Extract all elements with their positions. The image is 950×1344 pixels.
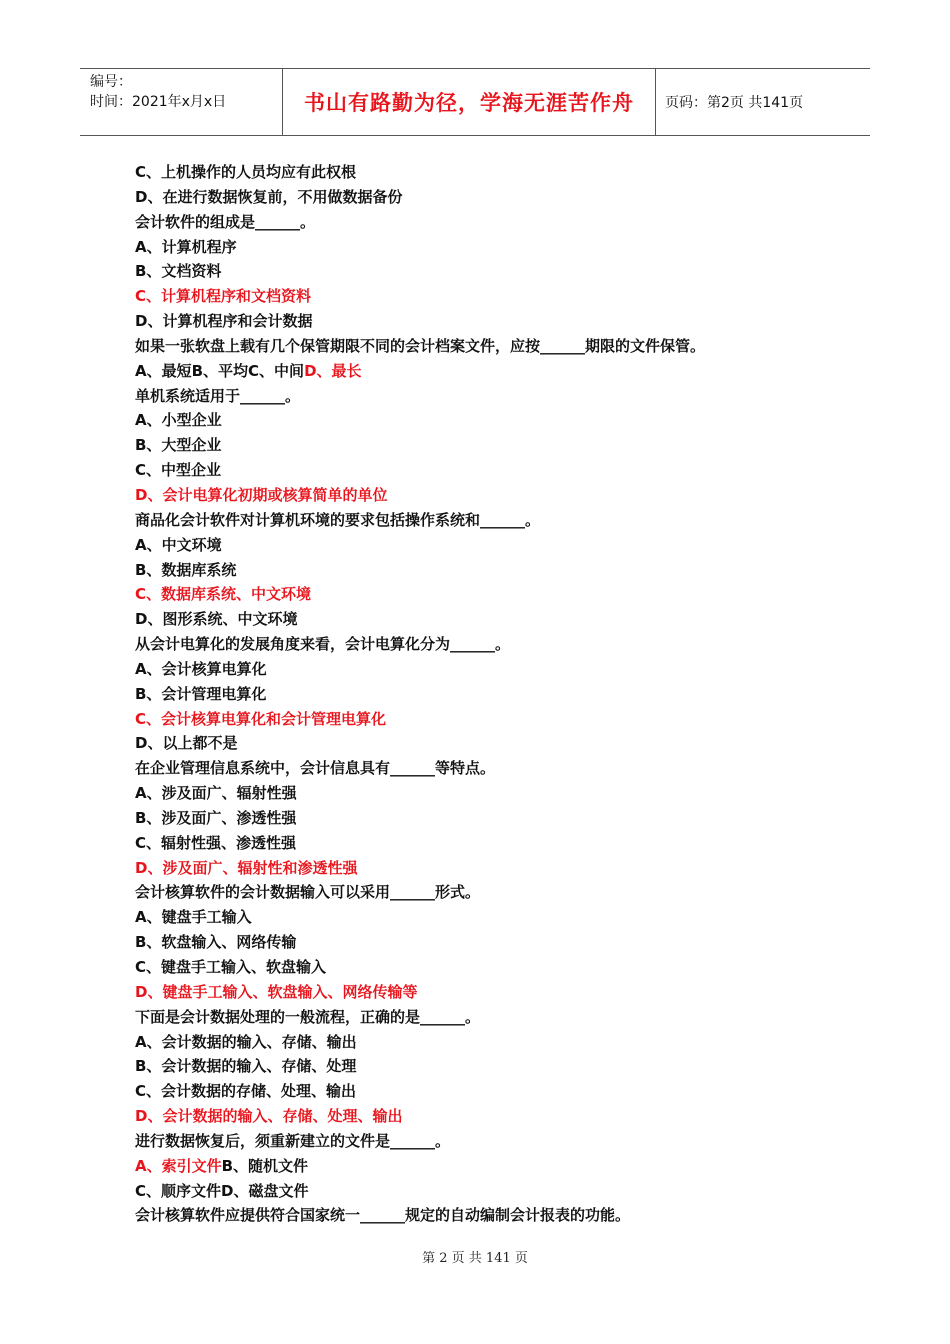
text-line [135,1054,855,1079]
line-text: D、计算机程序和会计数据 [135,312,313,331]
line-text: A、小型企业 [135,411,222,430]
text-line [135,458,855,483]
text-line [135,533,855,558]
text-line [135,707,855,732]
line-text: 进行数据恢复后，须重新建立的文件是______。 [135,1131,451,1150]
text-line [135,856,855,881]
line-text: B、会计数据的输入、存储、处理 [135,1057,357,1076]
text-line [135,259,855,284]
text-line [135,1203,855,1228]
text-line [135,334,855,359]
line-text: 如果一张软盘上载有几个保管期限不同的会计档案文件，应按______期限的文件保管。 [135,336,706,355]
text-line [135,1079,855,1104]
line-text: 从会计电算化的发展角度来看，会计电算化分为______。 [135,635,511,654]
header-page-info: 页码：第2页 共141页 [665,95,804,111]
answer-text: C、会计核算电算化和会计管理电算化 [135,709,387,728]
line-text: B、涉及面广、渗透性强 [135,808,297,827]
number-label: 编号： [90,74,132,90]
text-line [135,558,855,583]
text-line [135,657,855,682]
text-line [135,980,855,1005]
text-line [135,682,855,707]
line-text: A、涉及面广、辐射性强 [135,784,297,803]
line-text: D、在进行数据恢复前，不用做数据备份 [135,187,403,206]
line-text: 会计核算软件应提供符合国家统一______规定的自动编制会计报表的功能。 [135,1206,631,1225]
text-line [135,185,855,210]
line-text: A、键盘手工输入 [135,908,252,927]
line-text: A、计算机程序 [135,237,237,256]
text-line [135,632,855,657]
text-line [135,1154,855,1179]
header-motto: 书山有路勤为径，学海无涯苦作舟 [283,69,656,135]
line-text: A、最短B、平均C、中间 [135,361,305,380]
line-text: B、数据库系统 [135,560,237,579]
page-footer: 第 2 页 共 141 页 [422,1251,528,1266]
question-content [135,160,855,1228]
text-line [135,930,855,955]
line-text: 单机系统适用于______。 [135,386,301,405]
header-meta [80,69,283,135]
line-text: C、中型企业 [135,461,222,480]
line-text: C、辐射性强、渗透性强 [135,833,297,852]
text-line [135,309,855,334]
line-text: A、中文环境 [135,535,222,554]
answer-text: D、最长 [304,361,362,380]
line-text: 会计核算软件的会计数据输入可以采用______形式。 [135,883,481,902]
answer-text: D、会计电算化初期或核算简单的单位 [135,485,388,504]
text-line [135,607,855,632]
line-text: D、图形系统、中文环境 [135,610,298,629]
answer-text: C、计算机程序和文档资料 [135,287,312,306]
text-line [135,160,855,185]
text-line [135,284,855,309]
answer-text: C、数据库系统、中文环境 [135,585,312,604]
text-line [135,210,855,235]
text-line [135,806,855,831]
text-line [135,1030,855,1055]
line-text: B、大型企业 [135,436,222,455]
text-line [135,905,855,930]
text-line [135,1005,855,1030]
text-line [135,1104,855,1129]
text-line [135,582,855,607]
line-text: 在企业管理信息系统中，会计信息具有______等特点。 [135,759,496,778]
text-line [135,359,855,384]
text-line [135,483,855,508]
text-line [135,1129,855,1154]
line-text: B、软盘输入、网络传输 [135,933,297,952]
line-text: C、会计数据的存储、处理、输出 [135,1082,357,1101]
text-line [135,955,855,980]
answer-text: D、键盘手工输入、软盘输入、网络传输等 [135,982,418,1001]
line-text: 商品化会计软件对计算机环境的要求包括操作系统和______。 [135,510,541,529]
line-text: C、顺序文件D、磁盘文件 [135,1181,309,1200]
text-line [135,880,855,905]
text-line [135,508,855,533]
line-text: D、以上都不是 [135,734,238,753]
answer-text: D、涉及面广、辐射性和渗透性强 [135,858,358,877]
text-line [135,731,855,756]
answer-text: D、会计数据的输入、存储、处理、输出 [135,1107,403,1126]
text-line [135,781,855,806]
text-line [135,408,855,433]
line-text: C、键盘手工输入、软盘输入 [135,958,327,976]
line-text: B、文档资料 [135,262,222,281]
text-line [135,756,855,781]
line-text: B、会计管理电算化 [135,684,267,703]
line-text: A、会计数据的输入、存储、输出 [135,1032,357,1051]
line-text: 下面是会计数据处理的一般流程，正确的是______。 [135,1007,481,1026]
line-text: C、上机操作的人员均应有此权根 [135,163,357,181]
text-line [135,235,855,260]
line-text: B、随机文件 [221,1156,309,1175]
line-text: A、会计核算电算化 [135,659,267,678]
page-header [80,68,870,136]
text-line [135,384,855,409]
text-line [135,1179,855,1204]
line-text: 会计软件的组成是______。 [135,212,316,231]
text-line [135,433,855,458]
date-label: 时间：2021年x月x日 [90,94,227,110]
answer-text: A、索引文件 [135,1156,222,1175]
text-line [135,831,855,856]
